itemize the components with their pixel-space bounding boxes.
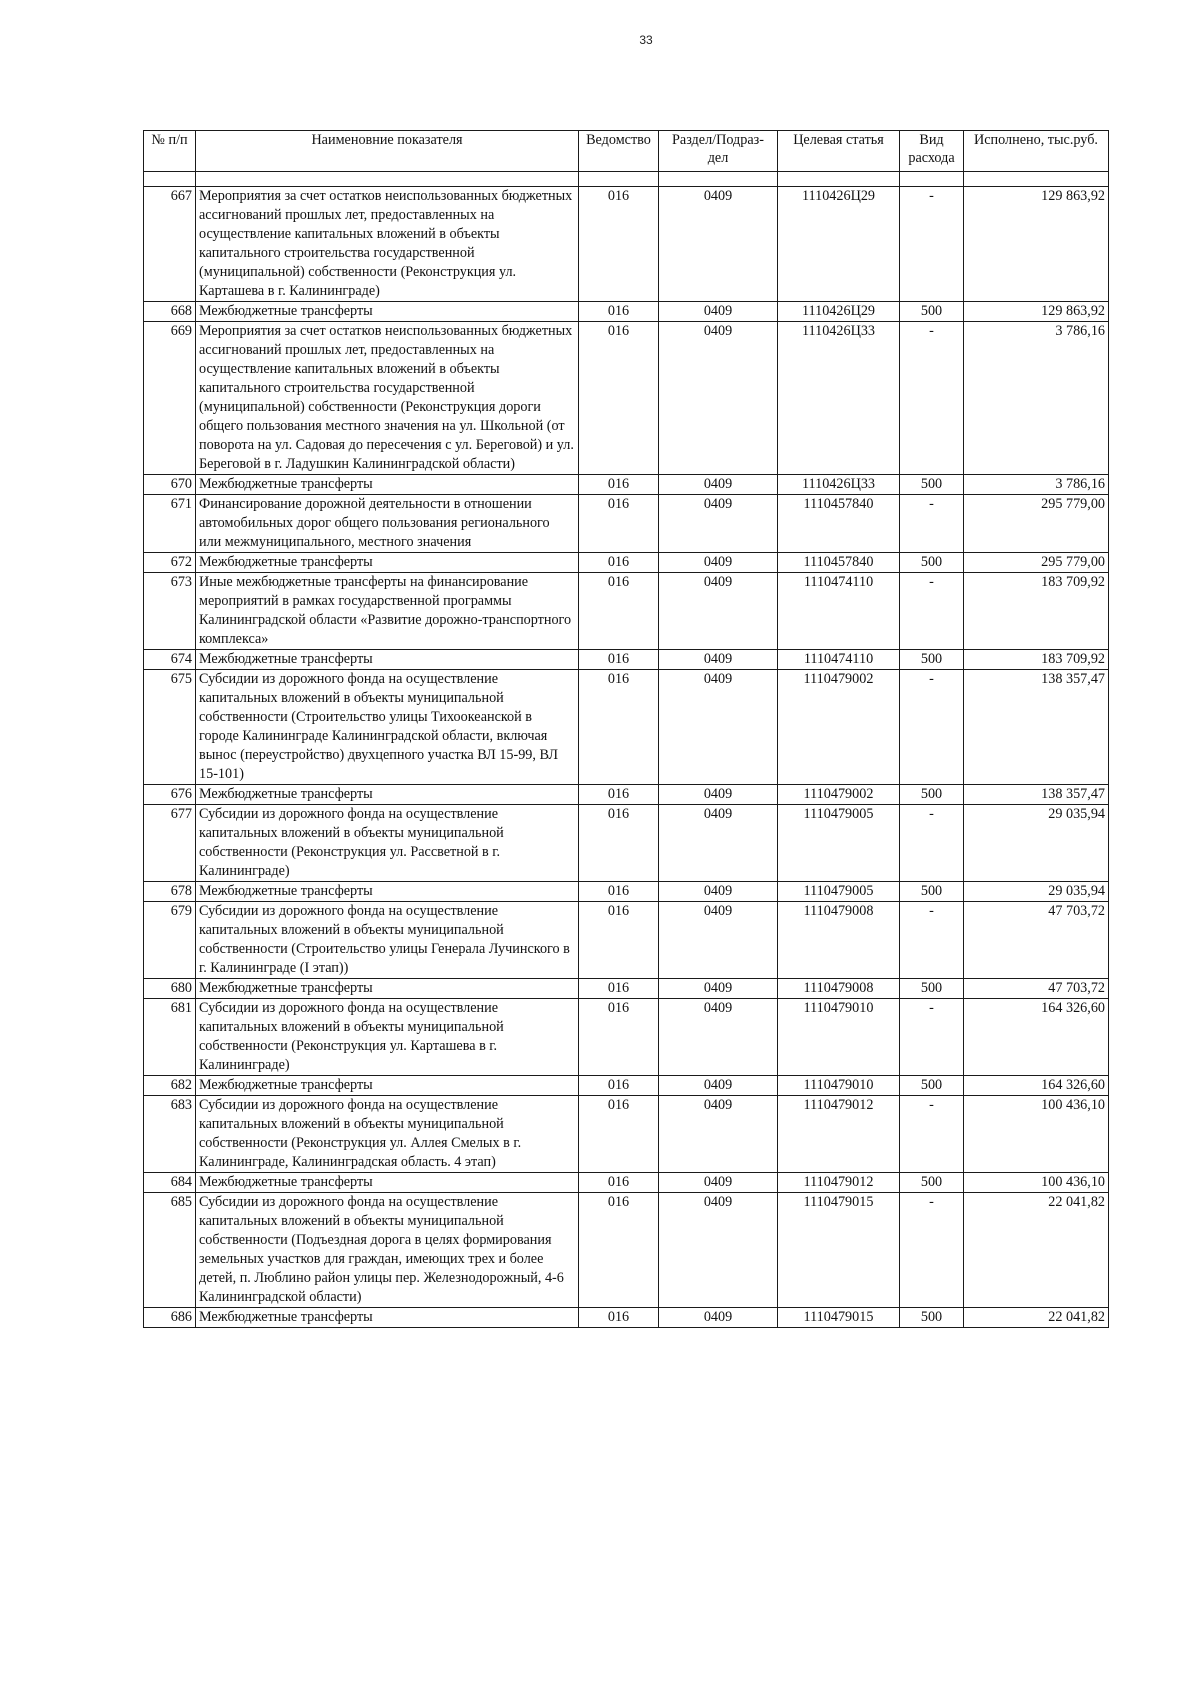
table-row	[144, 999, 1109, 1076]
cell-name: Субсидии из дорожного фонда на осуществление капитальных вложений в объекты муниципальной собственности (Реконструкция ул. Рассветной в г. Калининграде)	[196, 805, 579, 882]
cell-amount: 29 035,94	[964, 882, 1109, 902]
cell-dept: 016	[579, 573, 659, 650]
table-row	[144, 902, 1109, 979]
table-header-row	[144, 131, 1109, 172]
cell-target: 1110479015	[778, 1193, 900, 1308]
cell-section: 0409	[659, 670, 778, 785]
cell-target: 1110479010	[778, 1076, 900, 1096]
cell-num: 679	[144, 902, 196, 979]
cell-amount: 138 357,47	[964, 670, 1109, 785]
cell-section: 0409	[659, 1076, 778, 1096]
cell-target: 1110479010	[778, 999, 900, 1076]
cell-type: 500	[900, 553, 964, 573]
cell-dept: 016	[579, 650, 659, 670]
cell-dept: 016	[579, 1096, 659, 1173]
table-row	[144, 1096, 1109, 1173]
table-row	[144, 553, 1109, 573]
header-spacer-row	[144, 172, 1109, 187]
cell-dept: 016	[579, 670, 659, 785]
cell-name: Субсидии из дорожного фонда на осуществление капитальных вложений в объекты муниципальной собственности (Реконструкция ул. Аллея Смелых в г. Калининграде, Калининградская область. 4 этап)	[196, 1096, 579, 1173]
cell-type: -	[900, 670, 964, 785]
header-name: Наименовние показателя	[196, 131, 579, 172]
cell-target: 1110479008	[778, 902, 900, 979]
cell-target: 1110479015	[778, 1308, 900, 1328]
cell-amount: 295 779,00	[964, 553, 1109, 573]
cell-dept: 016	[579, 999, 659, 1076]
cell-type: -	[900, 187, 964, 302]
cell-type: 500	[900, 650, 964, 670]
cell-name: Субсидии из дорожного фонда на осуществление капитальных вложений в объекты муниципальной собственности (Подъездная дорога в целях формирования земельных участков для граждан, имеющих трех и более детей, п. Люблино район улицы пер. Железнодорожный, 4-6 Калининградской области)	[196, 1193, 579, 1308]
cell-target: 1110426Ц29	[778, 302, 900, 322]
cell-section: 0409	[659, 650, 778, 670]
cell-num: 680	[144, 979, 196, 999]
cell-name: Мероприятия за счет остатков неиспользованных бюджетных ассигнований прошлых лет, предоставленных на осуществление капитальных вложений в объекты капитального строительства государственной (муниципальной) собственности (Реконструкция ул. Карташева в г. Калининграде)	[196, 187, 579, 302]
cell-section: 0409	[659, 1308, 778, 1328]
cell-num: 671	[144, 495, 196, 553]
table-row	[144, 302, 1109, 322]
cell-type: -	[900, 1193, 964, 1308]
cell-amount: 164 326,60	[964, 1076, 1109, 1096]
cell-dept: 016	[579, 495, 659, 553]
cell-num: 681	[144, 999, 196, 1076]
cell-target: 1110479002	[778, 785, 900, 805]
cell-target: 1110479008	[778, 979, 900, 999]
cell-num: 683	[144, 1096, 196, 1173]
cell-amount: 129 863,92	[964, 187, 1109, 302]
table-row	[144, 805, 1109, 882]
cell-num: 676	[144, 785, 196, 805]
cell-section: 0409	[659, 475, 778, 495]
cell-dept: 016	[579, 553, 659, 573]
cell-dept: 016	[579, 805, 659, 882]
header-amount: Исполнено, тыс.руб.	[964, 131, 1109, 172]
cell-amount: 3 786,16	[964, 475, 1109, 495]
cell-amount: 100 436,10	[964, 1173, 1109, 1193]
budget-table	[143, 130, 1109, 1328]
cell-name: Финансирование дорожной деятельности в отношении автомобильных дорог общего пользования регионального или межмуниципального, местного значения	[196, 495, 579, 553]
cell-amount: 3 786,16	[964, 322, 1109, 475]
table-row	[144, 495, 1109, 553]
cell-section: 0409	[659, 1173, 778, 1193]
cell-name: Субсидии из дорожного фонда на осуществление капитальных вложений в объекты муниципальной собственности (Реконструкция ул. Карташева в г. Калининграде)	[196, 999, 579, 1076]
cell-section: 0409	[659, 882, 778, 902]
cell-amount: 183 709,92	[964, 573, 1109, 650]
cell-section: 0409	[659, 495, 778, 553]
header-target: Целевая статья	[778, 131, 900, 172]
cell-name: Межбюджетные трансферты	[196, 553, 579, 573]
cell-section: 0409	[659, 1193, 778, 1308]
cell-type: 500	[900, 979, 964, 999]
cell-name: Межбюджетные трансферты	[196, 1308, 579, 1328]
cell-dept: 016	[579, 1173, 659, 1193]
cell-type: -	[900, 999, 964, 1076]
header-num: № п/п	[144, 131, 196, 172]
cell-target: 1110457840	[778, 495, 900, 553]
page-number: 33	[639, 33, 653, 47]
cell-target: 1110457840	[778, 553, 900, 573]
cell-dept: 016	[579, 882, 659, 902]
cell-amount: 22 041,82	[964, 1193, 1109, 1308]
cell-dept: 016	[579, 785, 659, 805]
cell-num: 672	[144, 553, 196, 573]
cell-type: 500	[900, 785, 964, 805]
cell-target: 1110479005	[778, 805, 900, 882]
cell-section: 0409	[659, 187, 778, 302]
cell-dept: 016	[579, 1193, 659, 1308]
cell-type: 500	[900, 1308, 964, 1328]
table-row	[144, 979, 1109, 999]
cell-target: 1110479012	[778, 1173, 900, 1193]
table-row	[144, 670, 1109, 785]
table-row	[144, 1173, 1109, 1193]
cell-section: 0409	[659, 302, 778, 322]
cell-section: 0409	[659, 553, 778, 573]
cell-target: 1110474110	[778, 573, 900, 650]
cell-amount: 22 041,82	[964, 1308, 1109, 1328]
cell-section: 0409	[659, 1096, 778, 1173]
table-row	[144, 1076, 1109, 1096]
cell-name: Межбюджетные трансферты	[196, 475, 579, 495]
cell-num: 669	[144, 322, 196, 475]
cell-section: 0409	[659, 979, 778, 999]
cell-dept: 016	[579, 1076, 659, 1096]
cell-amount: 100 436,10	[964, 1096, 1109, 1173]
cell-dept: 016	[579, 979, 659, 999]
cell-amount: 47 703,72	[964, 902, 1109, 979]
cell-section: 0409	[659, 902, 778, 979]
cell-num: 684	[144, 1173, 196, 1193]
table-row	[144, 322, 1109, 475]
cell-name: Субсидии из дорожного фонда на осуществление капитальных вложений в объекты муниципальной собственности (Строительство улицы Генерала Лучинского в г. Калининграде (I этап))	[196, 902, 579, 979]
table-row	[144, 650, 1109, 670]
header-type: Вид расхода	[900, 131, 964, 172]
cell-type: -	[900, 805, 964, 882]
cell-name: Мероприятия за счет остатков неиспользованных бюджетных ассигнований прошлых лет, предоставленных на осуществление капитальных вложений в объекты капитального строительства государственной (муниципальной) собственности (Реконструкция дороги общего пользования местного значения на ул. Школьной (от поворота на ул. Садовая до пересечения с ул. Береговой) и ул. Береговой в г. Ладушкин Калининградской области)	[196, 322, 579, 475]
cell-num: 677	[144, 805, 196, 882]
cell-num: 674	[144, 650, 196, 670]
cell-type: 500	[900, 882, 964, 902]
cell-num: 678	[144, 882, 196, 902]
cell-amount: 164 326,60	[964, 999, 1109, 1076]
table-row	[144, 785, 1109, 805]
table-body	[144, 187, 1109, 1328]
cell-type: 500	[900, 1173, 964, 1193]
cell-amount: 47 703,72	[964, 979, 1109, 999]
cell-target: 1110479012	[778, 1096, 900, 1173]
cell-name: Иные межбюджетные трансферты на финансирование мероприятий в рамках государственной программы Калининградской области «Развитие дорожно-транспортного комплекса»	[196, 573, 579, 650]
cell-name: Межбюджетные трансферты	[196, 979, 579, 999]
cell-name: Межбюджетные трансферты	[196, 650, 579, 670]
cell-dept: 016	[579, 902, 659, 979]
cell-target: 1110479005	[778, 882, 900, 902]
cell-name: Межбюджетные трансферты	[196, 882, 579, 902]
cell-type: -	[900, 902, 964, 979]
cell-section: 0409	[659, 805, 778, 882]
cell-section: 0409	[659, 573, 778, 650]
cell-target: 1110426Ц29	[778, 187, 900, 302]
cell-name: Межбюджетные трансферты	[196, 785, 579, 805]
cell-target: 1110474110	[778, 650, 900, 670]
cell-dept: 016	[579, 187, 659, 302]
cell-type: -	[900, 495, 964, 553]
cell-dept: 016	[579, 322, 659, 475]
cell-name: Межбюджетные трансферты	[196, 302, 579, 322]
cell-amount: 29 035,94	[964, 805, 1109, 882]
cell-num: 685	[144, 1193, 196, 1308]
cell-section: 0409	[659, 999, 778, 1076]
cell-section: 0409	[659, 322, 778, 475]
cell-name: Межбюджетные трансферты	[196, 1076, 579, 1096]
cell-num: 675	[144, 670, 196, 785]
header-dept: Ведомство	[579, 131, 659, 172]
cell-dept: 016	[579, 1308, 659, 1328]
cell-target: 1110479002	[778, 670, 900, 785]
table-row	[144, 187, 1109, 302]
cell-dept: 016	[579, 475, 659, 495]
cell-num: 686	[144, 1308, 196, 1328]
cell-type: 500	[900, 302, 964, 322]
cell-amount: 138 357,47	[964, 785, 1109, 805]
cell-num: 682	[144, 1076, 196, 1096]
cell-name: Субсидии из дорожного фонда на осуществление капитальных вложений в объекты муниципальной собственности (Строительство улицы Тихоокеанской в городе Калининграде Калининградской области, включая вынос (переустройство) двухцепного участка ВЛ 15-99, ВЛ 15-101)	[196, 670, 579, 785]
cell-num: 667	[144, 187, 196, 302]
cell-num: 673	[144, 573, 196, 650]
cell-num: 670	[144, 475, 196, 495]
table-row	[144, 1193, 1109, 1308]
cell-type: -	[900, 573, 964, 650]
table-row	[144, 1308, 1109, 1328]
table-row	[144, 573, 1109, 650]
cell-type: 500	[900, 1076, 964, 1096]
cell-amount: 129 863,92	[964, 302, 1109, 322]
cell-name: Межбюджетные трансферты	[196, 1173, 579, 1193]
cell-dept: 016	[579, 302, 659, 322]
cell-type: -	[900, 322, 964, 475]
cell-amount: 183 709,92	[964, 650, 1109, 670]
cell-section: 0409	[659, 785, 778, 805]
cell-type: 500	[900, 475, 964, 495]
cell-num: 668	[144, 302, 196, 322]
cell-target: 1110426Ц33	[778, 475, 900, 495]
cell-target: 1110426Ц33	[778, 322, 900, 475]
cell-type: -	[900, 1096, 964, 1173]
table-row	[144, 882, 1109, 902]
table-row	[144, 475, 1109, 495]
cell-amount: 295 779,00	[964, 495, 1109, 553]
header-section: Раздел/Подраз-дел	[659, 131, 778, 172]
